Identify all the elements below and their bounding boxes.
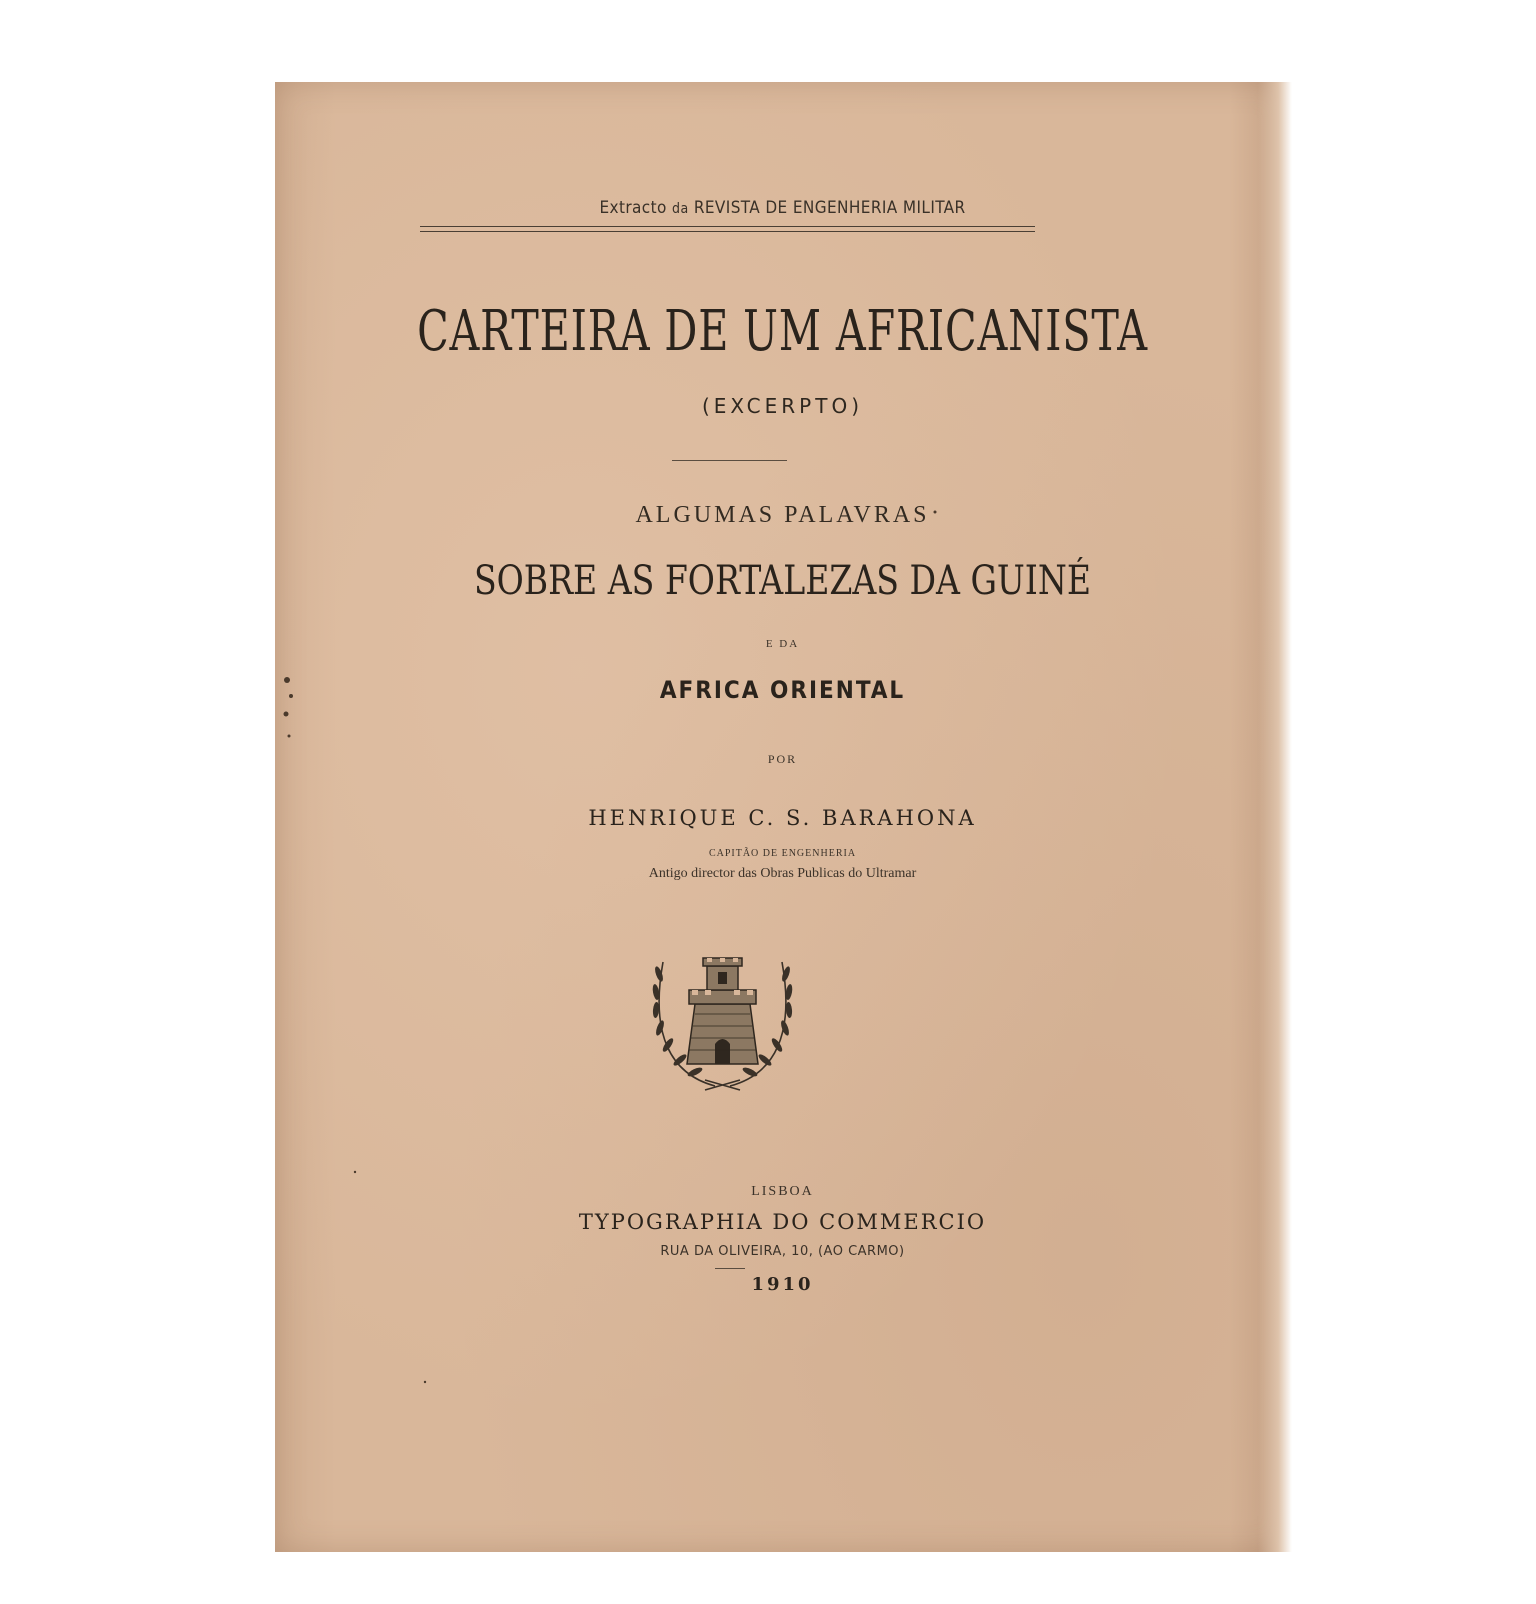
imprint-year: 1910: [751, 1274, 814, 1295]
section-line-2: SOBRE AS FORTALEZAS DA GUINÉ: [473, 558, 1092, 604]
section-connector: E DA: [765, 638, 800, 650]
author-former-role: Antigo director das Obras Publicas do Ultramar: [648, 866, 917, 881]
author-name: HENRIQUE C. S. BARAHONA: [588, 806, 977, 830]
section-line-1: ALGUMAS PALAVRAS: [635, 502, 930, 528]
section-line-3: AFRICA ORIENTAL: [659, 676, 906, 704]
imprint-city: LISBOA: [751, 1184, 814, 1199]
header-prefix: Extracto: [599, 198, 667, 218]
byline-por: POR: [767, 752, 798, 766]
subtitle: (EXCERPTO): [701, 394, 863, 418]
header-journal: REVISTA DE ENGENHERIA MILITAR: [693, 198, 966, 218]
main-title: CARTEIRA DE UM AFRICANISTA: [417, 299, 1148, 364]
imprint-address: RUA DA OLIVEIRA, 10, (AO CARMO): [660, 1244, 905, 1259]
paper-specks: [275, 82, 1290, 1552]
pamphlet-cover: [275, 82, 1290, 1552]
header-da: da: [672, 201, 689, 217]
author-rank: CAPITÃO DE ENGENHERIA: [708, 848, 857, 859]
imprint-printer: TYPOGRAPHIA DO COMMERCIO: [578, 1210, 987, 1234]
